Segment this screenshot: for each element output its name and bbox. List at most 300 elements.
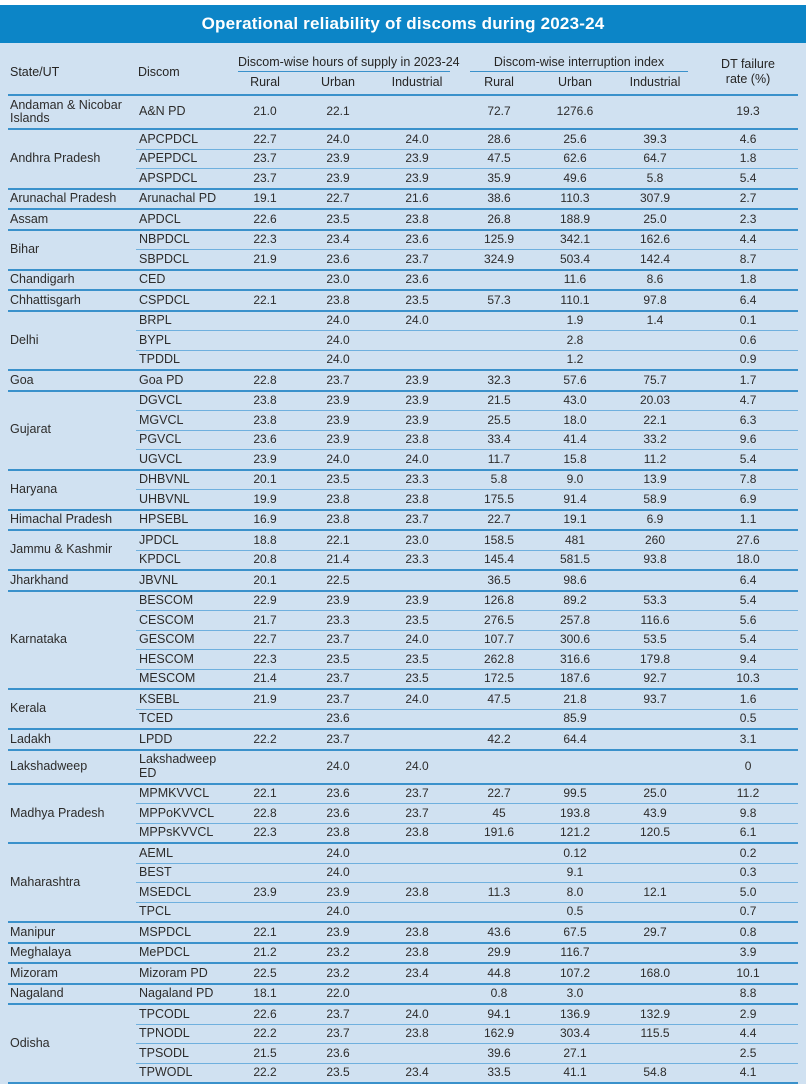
cell-dt_failure_rate_pct: 6.4 [698, 290, 798, 311]
cell-interruption_industrial [612, 750, 698, 784]
cell-discom: UHBVNL [136, 490, 228, 510]
cell-interruption_rural: 162.9 [460, 1024, 538, 1044]
cell-interruption_rural: 72.7 [460, 95, 538, 129]
cell-interruption_urban: 136.9 [538, 1004, 612, 1024]
cell-discom: MPPoKVVCL [136, 804, 228, 824]
cell-interruption_urban: 99.5 [538, 784, 612, 804]
cell-discom: DHBVNL [136, 470, 228, 490]
cell-interruption_urban: 1276.6 [538, 95, 612, 129]
cell-interruption_industrial: 12.1 [612, 883, 698, 903]
cell-state: Kerala [8, 689, 136, 729]
cell-interruption_urban: 342.1 [538, 230, 612, 250]
cell-interruption_industrial: 6.9 [612, 510, 698, 531]
cell-supply_rural: 19.9 [228, 490, 302, 510]
cell-supply_urban: 24.0 [302, 843, 374, 863]
cell-discom: DGVCL [136, 391, 228, 411]
cell-interruption_rural: 172.5 [460, 669, 538, 689]
cell-interruption_urban: 27.1 [538, 1044, 612, 1064]
cell-discom: Goa PD [136, 370, 228, 391]
cell-supply_rural: 23.7 [228, 149, 302, 169]
cell-supply_industrial: 23.8 [374, 823, 460, 843]
cell-supply_industrial [374, 863, 460, 883]
cell-interruption_industrial: 54.8 [612, 1063, 698, 1083]
cell-interruption_urban: 11.6 [538, 270, 612, 291]
cell-supply_rural: 19.1 [228, 189, 302, 210]
cell-supply_industrial [374, 570, 460, 591]
discom-reliability-table [8, 52, 798, 1084]
cell-supply_urban: 23.7 [302, 370, 374, 391]
col-group-hours-of-supply [228, 52, 460, 72]
cell-supply_industrial: 23.7 [374, 250, 460, 270]
cell-supply_urban: 24.0 [302, 129, 374, 149]
cell-discom: TPSODL [136, 1044, 228, 1064]
cell-supply_rural: 22.1 [228, 290, 302, 311]
cell-interruption_urban: 9.0 [538, 470, 612, 490]
cell-supply_industrial [374, 709, 460, 729]
cell-supply_industrial: 21.6 [374, 189, 460, 210]
cell-interruption_rural: 32.3 [460, 370, 538, 391]
cell-interruption_rural: 11.3 [460, 883, 538, 903]
cell-supply_rural [228, 350, 302, 370]
cell-supply_urban: 23.4 [302, 230, 374, 250]
cell-interruption_urban: 107.2 [538, 963, 612, 984]
cell-interruption_rural [460, 709, 538, 729]
cell-supply_urban: 23.5 [302, 1063, 374, 1083]
table-row [8, 230, 798, 250]
cell-supply_urban: 23.8 [302, 510, 374, 531]
cell-interruption_rural: 38.6 [460, 189, 538, 210]
cell-interruption_urban: 41.1 [538, 1063, 612, 1083]
cell-interruption_rural: 22.7 [460, 784, 538, 804]
cell-discom: MePDCL [136, 943, 228, 964]
cell-supply_rural [228, 311, 302, 331]
cell-supply_industrial: 23.3 [374, 550, 460, 570]
cell-supply_urban: 22.5 [302, 570, 374, 591]
table-row [8, 729, 798, 750]
cell-interruption_urban: 43.0 [538, 391, 612, 411]
cell-interruption_rural [460, 750, 538, 784]
cell-supply_industrial: 23.0 [374, 530, 460, 550]
cell-supply_rural: 22.2 [228, 1063, 302, 1083]
cell-interruption_urban: 25.6 [538, 129, 612, 149]
table-row [8, 510, 798, 531]
cell-dt_failure_rate_pct: 1.1 [698, 510, 798, 531]
cell-state: Jharkhand [8, 570, 136, 591]
cell-interruption_industrial: 39.3 [612, 129, 698, 149]
cell-supply_rural: 22.3 [228, 823, 302, 843]
cell-interruption_industrial: 142.4 [612, 250, 698, 270]
cell-interruption_urban: 193.8 [538, 804, 612, 824]
cell-interruption_industrial: 13.9 [612, 470, 698, 490]
cell-state: Andhra Pradesh [8, 129, 136, 189]
cell-interruption_urban: 121.2 [538, 823, 612, 843]
cell-interruption_rural: 0.8 [460, 984, 538, 1005]
cell-discom: HESCOM [136, 650, 228, 670]
cell-supply_urban: 23.0 [302, 270, 374, 291]
cell-discom: KSEBL [136, 689, 228, 709]
cell-supply_industrial: 23.5 [374, 669, 460, 689]
cell-dt_failure_rate_pct: 0.1 [698, 311, 798, 331]
cell-supply_urban: 23.7 [302, 1004, 374, 1024]
cell-interruption_rural: 126.8 [460, 591, 538, 611]
cell-dt_failure_rate_pct: 0.6 [698, 331, 798, 351]
cell-supply_industrial: 23.8 [374, 922, 460, 943]
dt-failure-line2: rate (%) [725, 72, 771, 86]
cell-supply_industrial: 23.7 [374, 804, 460, 824]
cell-state: Manipur [8, 922, 136, 943]
cell-state: Bihar [8, 230, 136, 270]
cell-state: Chhattisgarh [8, 290, 136, 311]
col-header-supply-urban: Urban [302, 72, 374, 95]
col-header-dt-failure-rate [698, 52, 798, 95]
cell-dt_failure_rate_pct: 0.7 [698, 902, 798, 922]
cell-interruption_rural: 33.4 [460, 430, 538, 450]
cell-supply_industrial [374, 1044, 460, 1064]
table-row [8, 530, 798, 550]
cell-discom: BESCOM [136, 591, 228, 611]
cell-discom: BRPL [136, 311, 228, 331]
cell-interruption_industrial: 116.6 [612, 611, 698, 631]
cell-supply_industrial: 23.6 [374, 270, 460, 291]
cell-supply_industrial [374, 843, 460, 863]
cell-discom: NBPDCL [136, 230, 228, 250]
table-row [8, 984, 798, 1005]
cell-discom: KPDCL [136, 550, 228, 570]
cell-supply_urban: 24.0 [302, 450, 374, 470]
cell-interruption_industrial: 179.8 [612, 650, 698, 670]
cell-dt_failure_rate_pct: 5.6 [698, 611, 798, 631]
cell-supply_industrial: 24.0 [374, 689, 460, 709]
cell-supply_industrial: 23.9 [374, 591, 460, 611]
cell-supply_rural: 22.3 [228, 650, 302, 670]
cell-dt_failure_rate_pct: 4.4 [698, 1024, 798, 1044]
cell-interruption_rural: 145.4 [460, 550, 538, 570]
cell-discom: APCPDCL [136, 129, 228, 149]
cell-interruption_rural [460, 902, 538, 922]
cell-discom: CED [136, 270, 228, 291]
table-row [8, 689, 798, 709]
cell-interruption_industrial [612, 1044, 698, 1064]
page-title: Operational reliability of discoms during 2023-24 [201, 14, 605, 33]
cell-discom: JPDCL [136, 530, 228, 550]
cell-interruption_urban: 89.2 [538, 591, 612, 611]
cell-interruption_urban: 481 [538, 530, 612, 550]
cell-supply_rural: 22.8 [228, 370, 302, 391]
cell-dt_failure_rate_pct: 8.8 [698, 984, 798, 1005]
cell-state: Nagaland [8, 984, 136, 1005]
cell-discom: TPWODL [136, 1063, 228, 1083]
cell-supply_urban: 24.0 [302, 902, 374, 922]
cell-interruption_industrial: 5.8 [612, 169, 698, 189]
cell-interruption_industrial [612, 843, 698, 863]
cell-supply_rural: 20.1 [228, 570, 302, 591]
cell-interruption_urban: 110.3 [538, 189, 612, 210]
cell-interruption_urban: 9.1 [538, 863, 612, 883]
cell-supply_urban: 23.8 [302, 490, 374, 510]
cell-discom: MESCOM [136, 669, 228, 689]
cell-supply_industrial [374, 95, 460, 129]
discom-table-body [8, 95, 798, 1083]
cell-interruption_urban: 3.0 [538, 984, 612, 1005]
cell-supply_rural: 21.4 [228, 669, 302, 689]
cell-supply_industrial: 23.3 [374, 470, 460, 490]
cell-interruption_urban: 187.6 [538, 669, 612, 689]
cell-interruption_industrial: 168.0 [612, 963, 698, 984]
table-row [8, 591, 798, 611]
cell-interruption_industrial: 25.0 [612, 209, 698, 230]
cell-supply_urban: 23.9 [302, 411, 374, 431]
cell-supply_rural: 21.5 [228, 1044, 302, 1064]
cell-interruption_industrial [612, 95, 698, 129]
cell-supply_industrial: 23.4 [374, 963, 460, 984]
cell-supply_urban: 23.6 [302, 784, 374, 804]
cell-interruption_industrial: 29.7 [612, 922, 698, 943]
cell-state: Himachal Pradesh [8, 510, 136, 531]
cell-interruption_urban: 0.5 [538, 902, 612, 922]
cell-interruption_industrial: 53.3 [612, 591, 698, 611]
cell-supply_urban: 23.9 [302, 391, 374, 411]
cell-interruption_industrial: 22.1 [612, 411, 698, 431]
cell-supply_industrial: 23.9 [374, 169, 460, 189]
table-header [8, 52, 798, 95]
cell-supply_rural [228, 902, 302, 922]
cell-supply_rural: 21.9 [228, 689, 302, 709]
cell-interruption_industrial: 33.2 [612, 430, 698, 450]
cell-discom: MPPsKVVCL [136, 823, 228, 843]
cell-supply_rural: 20.1 [228, 470, 302, 490]
cell-dt_failure_rate_pct: 4.6 [698, 129, 798, 149]
cell-interruption_urban: 8.0 [538, 883, 612, 903]
cell-discom: PGVCL [136, 430, 228, 450]
cell-supply_rural: 22.1 [228, 922, 302, 943]
cell-interruption_rural: 45 [460, 804, 538, 824]
cell-interruption_urban: 19.1 [538, 510, 612, 531]
cell-state: Meghalaya [8, 943, 136, 964]
cell-discom: JBVNL [136, 570, 228, 591]
cell-dt_failure_rate_pct: 9.8 [698, 804, 798, 824]
cell-dt_failure_rate_pct: 4.7 [698, 391, 798, 411]
cell-interruption_rural [460, 863, 538, 883]
cell-discom: AEML [136, 843, 228, 863]
col-header-state-ut: State/UT [8, 52, 136, 95]
cell-interruption_industrial: 132.9 [612, 1004, 698, 1024]
cell-dt_failure_rate_pct: 27.6 [698, 530, 798, 550]
cell-state: Gujarat [8, 391, 136, 470]
cell-dt_failure_rate_pct: 1.8 [698, 149, 798, 169]
cell-supply_rural: 22.6 [228, 1004, 302, 1024]
cell-supply_rural: 23.9 [228, 883, 302, 903]
cell-interruption_industrial [612, 902, 698, 922]
cell-interruption_rural: 29.9 [460, 943, 538, 964]
cell-interruption_rural: 158.5 [460, 530, 538, 550]
cell-supply_urban: 23.7 [302, 630, 374, 650]
cell-supply_urban: 23.9 [302, 149, 374, 169]
cell-discom: UGVCL [136, 450, 228, 470]
cell-state: Odisha [8, 1004, 136, 1083]
cell-dt_failure_rate_pct: 5.4 [698, 169, 798, 189]
cell-dt_failure_rate_pct: 4.4 [698, 230, 798, 250]
cell-dt_failure_rate_pct: 11.2 [698, 784, 798, 804]
cell-supply_rural: 22.8 [228, 804, 302, 824]
cell-state: Haryana [8, 470, 136, 510]
table-row [8, 922, 798, 943]
table-container [0, 43, 806, 1084]
col-group-interruption-index-label: Discom-wise interruption index [470, 55, 688, 72]
cell-interruption_rural: 25.5 [460, 411, 538, 431]
cell-state: Karnataka [8, 591, 136, 690]
cell-interruption_industrial: 75.7 [612, 370, 698, 391]
cell-dt_failure_rate_pct: 3.1 [698, 729, 798, 750]
cell-interruption_industrial: 92.7 [612, 669, 698, 689]
table-row [8, 470, 798, 490]
cell-state: Chandigarh [8, 270, 136, 291]
cell-supply_urban: 23.9 [302, 591, 374, 611]
cell-dt_failure_rate_pct: 0.5 [698, 709, 798, 729]
cell-supply_industrial: 23.5 [374, 650, 460, 670]
cell-discom: SBPDCL [136, 250, 228, 270]
cell-supply_rural: 22.3 [228, 230, 302, 250]
cell-supply_rural [228, 750, 302, 784]
cell-interruption_urban: 98.6 [538, 570, 612, 591]
cell-supply_urban: 23.9 [302, 883, 374, 903]
cell-discom: APDCL [136, 209, 228, 230]
cell-dt_failure_rate_pct: 5.4 [698, 630, 798, 650]
cell-supply_industrial: 23.9 [374, 149, 460, 169]
cell-interruption_rural: 57.3 [460, 290, 538, 311]
table-row [8, 391, 798, 411]
cell-supply_rural: 23.8 [228, 411, 302, 431]
cell-supply_urban: 24.0 [302, 863, 374, 883]
cell-interruption_rural: 47.5 [460, 149, 538, 169]
cell-interruption_rural: 21.5 [460, 391, 538, 411]
cell-interruption_urban: 41.4 [538, 430, 612, 450]
cell-interruption_urban: 15.8 [538, 450, 612, 470]
cell-interruption_industrial: 97.8 [612, 290, 698, 311]
cell-supply_rural: 21.9 [228, 250, 302, 270]
cell-state: Arunachal Pradesh [8, 189, 136, 210]
cell-supply_urban: 23.7 [302, 689, 374, 709]
cell-dt_failure_rate_pct: 0.3 [698, 863, 798, 883]
cell-interruption_urban [538, 750, 612, 784]
cell-supply_industrial [374, 350, 460, 370]
col-header-interruption-urban: Urban [538, 72, 612, 95]
cell-supply_industrial: 24.0 [374, 311, 460, 331]
cell-interruption_urban: 0.12 [538, 843, 612, 863]
cell-dt_failure_rate_pct: 2.9 [698, 1004, 798, 1024]
cell-supply_urban: 23.9 [302, 430, 374, 450]
cell-dt_failure_rate_pct: 6.1 [698, 823, 798, 843]
cell-supply_urban: 24.0 [302, 750, 374, 784]
cell-interruption_industrial: 53.5 [612, 630, 698, 650]
cell-interruption_urban: 57.6 [538, 370, 612, 391]
cell-dt_failure_rate_pct: 19.3 [698, 95, 798, 129]
cell-interruption_rural: 43.6 [460, 922, 538, 943]
cell-interruption_industrial: 162.6 [612, 230, 698, 250]
table-row [8, 750, 798, 784]
cell-discom: Nagaland PD [136, 984, 228, 1005]
cell-dt_failure_rate_pct: 1.8 [698, 270, 798, 291]
cell-discom: Lakshadweep ED [136, 750, 228, 784]
cell-interruption_industrial [612, 350, 698, 370]
cell-interruption_rural: 107.7 [460, 630, 538, 650]
cell-supply_rural: 22.7 [228, 129, 302, 149]
cell-dt_failure_rate_pct: 6.3 [698, 411, 798, 431]
cell-interruption_industrial: 93.8 [612, 550, 698, 570]
table-row [8, 270, 798, 291]
cell-discom: MSPDCL [136, 922, 228, 943]
table-row [8, 129, 798, 149]
cell-interruption_industrial: 120.5 [612, 823, 698, 843]
cell-interruption_industrial: 260 [612, 530, 698, 550]
cell-dt_failure_rate_pct: 10.3 [698, 669, 798, 689]
cell-supply_urban: 24.0 [302, 311, 374, 331]
cell-supply_rural: 21.7 [228, 611, 302, 631]
title-band [0, 5, 806, 43]
cell-interruption_urban: 85.9 [538, 709, 612, 729]
cell-dt_failure_rate_pct: 0.2 [698, 843, 798, 863]
cell-dt_failure_rate_pct: 6.9 [698, 490, 798, 510]
cell-interruption_urban: 110.1 [538, 290, 612, 311]
cell-supply_rural [228, 331, 302, 351]
cell-supply_industrial: 23.9 [374, 411, 460, 431]
cell-interruption_rural: 125.9 [460, 230, 538, 250]
cell-interruption_rural: 42.2 [460, 729, 538, 750]
cell-supply_industrial: 23.8 [374, 883, 460, 903]
cell-supply_industrial: 24.0 [374, 1004, 460, 1024]
cell-dt_failure_rate_pct: 1.7 [698, 370, 798, 391]
cell-interruption_urban: 300.6 [538, 630, 612, 650]
cell-dt_failure_rate_pct: 3.9 [698, 943, 798, 964]
cell-interruption_rural [460, 843, 538, 863]
cell-discom: TPDDL [136, 350, 228, 370]
cell-interruption_urban: 1.2 [538, 350, 612, 370]
cell-supply_rural: 22.9 [228, 591, 302, 611]
cell-interruption_rural: 22.7 [460, 510, 538, 531]
col-header-discom: Discom [136, 52, 228, 95]
cell-interruption_rural [460, 270, 538, 291]
cell-supply_urban: 23.8 [302, 290, 374, 311]
cell-supply_rural: 23.8 [228, 391, 302, 411]
cell-supply_urban: 23.6 [302, 1044, 374, 1064]
cell-interruption_rural: 276.5 [460, 611, 538, 631]
cell-interruption_industrial: 58.9 [612, 490, 698, 510]
cell-supply_urban: 22.1 [302, 530, 374, 550]
cell-interruption_rural: 26.8 [460, 209, 538, 230]
cell-interruption_rural: 5.8 [460, 470, 538, 490]
col-group-hours-of-supply-label: Discom-wise hours of supply in 2023-24 [238, 55, 450, 72]
cell-supply_rural: 23.6 [228, 430, 302, 450]
cell-discom: HPSEBL [136, 510, 228, 531]
cell-interruption_rural: 33.5 [460, 1063, 538, 1083]
cell-supply_industrial: 23.4 [374, 1063, 460, 1083]
cell-state: Ladakh [8, 729, 136, 750]
cell-supply_industrial: 23.7 [374, 784, 460, 804]
cell-supply_urban: 23.6 [302, 250, 374, 270]
cell-dt_failure_rate_pct: 10.1 [698, 963, 798, 984]
cell-supply_urban: 22.0 [302, 984, 374, 1005]
cell-supply_urban: 23.8 [302, 823, 374, 843]
cell-interruption_industrial: 20.03 [612, 391, 698, 411]
cell-interruption_rural: 39.6 [460, 1044, 538, 1064]
cell-supply_industrial: 23.8 [374, 490, 460, 510]
cell-interruption_urban: 49.6 [538, 169, 612, 189]
cell-interruption_industrial: 115.5 [612, 1024, 698, 1044]
cell-interruption_rural [460, 331, 538, 351]
table-row [8, 95, 798, 129]
cell-interruption_industrial: 307.9 [612, 189, 698, 210]
cell-interruption_urban: 257.8 [538, 611, 612, 631]
cell-supply_rural: 22.6 [228, 209, 302, 230]
